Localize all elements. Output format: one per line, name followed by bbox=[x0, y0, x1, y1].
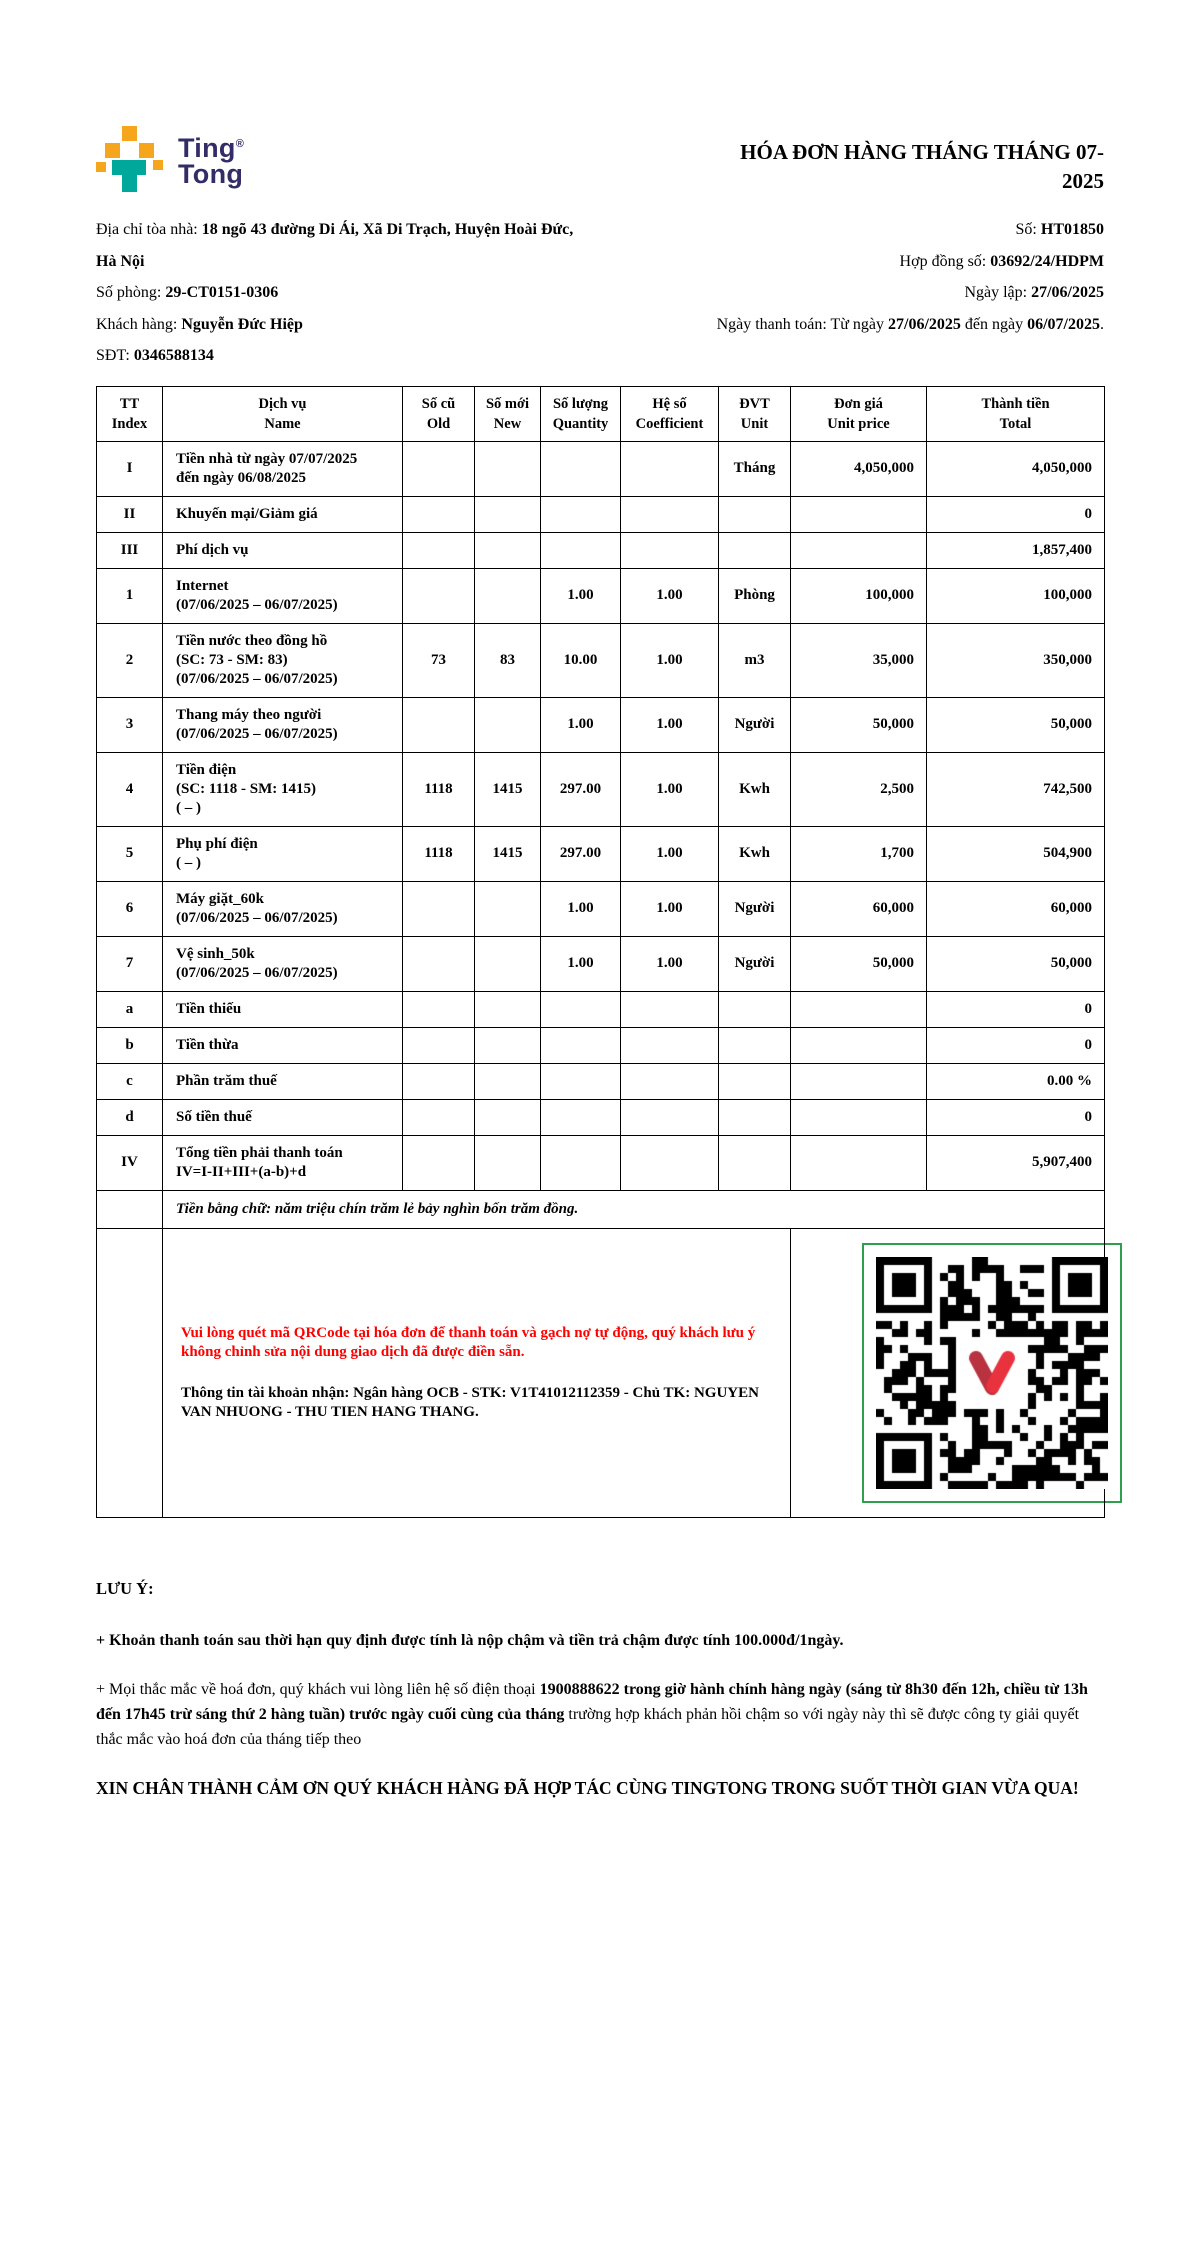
info-label: Ngày lập: bbox=[964, 284, 1032, 301]
table-row bbox=[97, 1099, 1105, 1135]
cell-new bbox=[475, 1027, 541, 1063]
table-row bbox=[97, 1027, 1105, 1063]
cell-new bbox=[475, 441, 541, 496]
cell-name bbox=[163, 936, 403, 991]
cell-index: 4 bbox=[97, 752, 163, 826]
cell-index: d bbox=[97, 1099, 163, 1135]
cell-coef bbox=[621, 1027, 719, 1063]
cell-old bbox=[403, 568, 475, 623]
service-name-line: ( – ) bbox=[176, 854, 201, 871]
cell-name bbox=[163, 623, 403, 697]
service-name-line: Tiền thiếu bbox=[176, 1000, 242, 1017]
info-value: 0346588134 bbox=[133, 347, 214, 364]
cell-price bbox=[791, 991, 927, 1027]
text-segment: NGUYEN VAN NHUONG - THU TIEN HANG THANG bbox=[181, 1384, 759, 1420]
cell-coef bbox=[621, 1099, 719, 1135]
info-value: 06/07/2025 bbox=[1027, 315, 1100, 333]
service-name-line: (07/06/2025 – 06/07/2025) bbox=[176, 909, 338, 926]
table-row bbox=[97, 1063, 1105, 1099]
header-label-vi: Dịch vụ bbox=[258, 395, 307, 412]
header-label-en: New bbox=[493, 415, 522, 432]
cell-price: 100,000 bbox=[791, 568, 927, 623]
qr-code bbox=[862, 1243, 1122, 1503]
header-label-en: Coefficient bbox=[635, 415, 704, 432]
hotline-note bbox=[96, 1677, 1104, 1752]
table-row bbox=[97, 441, 1105, 496]
service-name-line: (07/06/2025 – 06/07/2025) bbox=[176, 964, 338, 981]
cell-price bbox=[791, 1063, 927, 1099]
cell-new bbox=[475, 1099, 541, 1135]
cell-total: 50,000 bbox=[927, 936, 1105, 991]
cell-coef: 1.00 bbox=[621, 697, 719, 752]
text-segment: . bbox=[474, 1403, 479, 1420]
cell-coef: 1.00 bbox=[621, 568, 719, 623]
cell-name bbox=[163, 568, 403, 623]
service-name-line: Khuyến mại/Giảm giá bbox=[176, 505, 318, 522]
cell-old: 1118 bbox=[403, 752, 475, 826]
cell-price bbox=[791, 1099, 927, 1135]
cell-index: 5 bbox=[97, 826, 163, 881]
info-line bbox=[584, 309, 1104, 341]
cell-total: 350,000 bbox=[927, 623, 1105, 697]
info-line bbox=[96, 214, 584, 277]
cell-total: 5,907,400 bbox=[927, 1135, 1105, 1190]
cell-qty: 1.00 bbox=[541, 936, 621, 991]
header-label-vi: Số cũ bbox=[421, 395, 456, 412]
service-name-line: Tiền điện bbox=[176, 761, 237, 778]
brand-name-bottom: Tong bbox=[178, 159, 244, 189]
header-label-en: Total bbox=[999, 415, 1032, 432]
cell-unit: Người bbox=[719, 697, 791, 752]
brand-name-top: Ting bbox=[178, 133, 236, 163]
cell-old: 1118 bbox=[403, 826, 475, 881]
header-label-vi: Số lượng bbox=[552, 395, 608, 412]
cell-total: 742,500 bbox=[927, 752, 1105, 826]
amount-words-row bbox=[97, 1190, 1105, 1228]
header-label-vi: TT bbox=[119, 395, 140, 412]
cell-total: 4,050,000 bbox=[927, 441, 1105, 496]
cell-coef bbox=[621, 441, 719, 496]
header-label-vi: ĐVT bbox=[739, 395, 770, 412]
info-value: 18 ngõ 43 đường Di Ái, Xã Di Trạch, Huyện Hoài Đức, Hà Nội bbox=[96, 221, 574, 270]
cell-name bbox=[163, 1063, 403, 1099]
cell-name bbox=[163, 441, 403, 496]
qr-row bbox=[97, 1228, 1105, 1517]
cell-new: 1415 bbox=[475, 752, 541, 826]
cell-qty: 1.00 bbox=[541, 881, 621, 936]
info-line bbox=[96, 340, 584, 372]
cell-unit: Tháng bbox=[719, 441, 791, 496]
service-name-line: IV=I-II+III+(a-b)+d bbox=[176, 1163, 307, 1180]
service-name-line: (07/06/2025 – 06/07/2025) bbox=[176, 596, 338, 613]
cell-unit: Kwh bbox=[719, 826, 791, 881]
cell-new bbox=[475, 568, 541, 623]
table-row bbox=[97, 752, 1105, 826]
table-row bbox=[97, 568, 1105, 623]
cell-index: I bbox=[97, 441, 163, 496]
cell-new bbox=[475, 532, 541, 568]
cell-price bbox=[791, 496, 927, 532]
cell-unit: Người bbox=[719, 936, 791, 991]
table-header-row bbox=[97, 386, 1105, 441]
cell-coef bbox=[621, 991, 719, 1027]
invoice-footer bbox=[0, 1518, 1200, 1802]
cell-qty: 297.00 bbox=[541, 826, 621, 881]
service-name-line: đến ngày 06/08/2025 bbox=[176, 469, 307, 486]
cell-coef bbox=[621, 1063, 719, 1099]
cell-qty bbox=[541, 532, 621, 568]
info-value: 27/06/2025 bbox=[888, 315, 961, 333]
info-label: Số phòng: bbox=[96, 284, 166, 301]
cell-total: 0 bbox=[927, 496, 1105, 532]
amount-in-words bbox=[163, 1190, 1105, 1228]
service-name-line: (SC: 73 - SM: 83) bbox=[176, 651, 288, 668]
cell-qty bbox=[541, 991, 621, 1027]
cell-total: 1,857,400 bbox=[927, 532, 1105, 568]
header-label-en: Name bbox=[264, 415, 301, 432]
table-header-cell bbox=[791, 386, 927, 441]
thank-you-note: XIN CHÂN THÀNH CẢM ƠN QUÝ KHÁCH HÀNG ĐÃ HỢP TÁC CÙNG TINGTONG TRONG SUỐT THỜI GIAN VỪA QUA! bbox=[96, 1777, 1079, 1798]
brand-name bbox=[178, 131, 244, 187]
info-label: SĐT: bbox=[96, 347, 134, 364]
cell-index: 1 bbox=[97, 568, 163, 623]
cell-coef: 1.00 bbox=[621, 936, 719, 991]
info-line bbox=[96, 277, 584, 309]
cell-price: 60,000 bbox=[791, 881, 927, 936]
cell-new bbox=[475, 1135, 541, 1190]
cell-coef: 1.00 bbox=[621, 881, 719, 936]
service-name-line: (07/06/2025 – 06/07/2025) bbox=[176, 670, 338, 687]
table-header-cell bbox=[719, 386, 791, 441]
invoice-meta bbox=[584, 214, 1104, 372]
late-payment-note: + Khoản thanh toán sau thời hạn quy định được tính là nộp chậm và tiền trả chậm được tính 100.000đ/1ngày. bbox=[96, 1631, 844, 1649]
qr-code-cell bbox=[791, 1228, 1105, 1517]
cell-name bbox=[163, 991, 403, 1027]
logo-pixel bbox=[105, 143, 120, 158]
header-label-vi: Thành tiền bbox=[981, 395, 1050, 412]
info-line bbox=[584, 214, 1104, 246]
info-value: 29-CT0151-0306 bbox=[165, 284, 279, 301]
cell-index: 3 bbox=[97, 697, 163, 752]
cell-index: 2 bbox=[97, 623, 163, 697]
table-row bbox=[97, 881, 1105, 936]
cell-index bbox=[97, 1190, 163, 1228]
info-line bbox=[584, 246, 1104, 278]
cell-old bbox=[403, 1027, 475, 1063]
cell-new: 83 bbox=[475, 623, 541, 697]
cell-coef bbox=[621, 532, 719, 568]
cell-name bbox=[163, 496, 403, 532]
header-label-en: Index bbox=[111, 415, 148, 432]
service-name-line: Vệ sinh_50k bbox=[176, 945, 255, 962]
info-label: Địa chỉ tòa nhà: bbox=[96, 221, 202, 238]
invoice-title bbox=[740, 126, 1104, 196]
text-segment: V1T41012112359 bbox=[510, 1384, 621, 1401]
cell-qty bbox=[541, 1063, 621, 1099]
cell-qty bbox=[541, 496, 621, 532]
table-header-cell bbox=[541, 386, 621, 441]
cell-unit: Phòng bbox=[719, 568, 791, 623]
header-label-en: Quantity bbox=[552, 415, 609, 432]
amount-words-value: năm triệu chín trăm lẻ bảy nghìn bốn trăm đồng. bbox=[274, 1200, 579, 1217]
info-value: 03692/24/HDPM bbox=[990, 252, 1104, 270]
cell-unit bbox=[719, 1063, 791, 1099]
header-label-en: Old bbox=[426, 415, 451, 432]
service-name-line: Máy giặt_60k bbox=[176, 890, 264, 907]
cell-name bbox=[163, 1027, 403, 1063]
qr-code-image bbox=[876, 1257, 1108, 1489]
header-label-vi: Hệ số bbox=[652, 395, 687, 412]
cell-coef: 1.00 bbox=[621, 826, 719, 881]
cell-index: III bbox=[97, 532, 163, 568]
cell-unit bbox=[719, 532, 791, 568]
cell-price: 4,050,000 bbox=[791, 441, 927, 496]
cell-qty bbox=[541, 1099, 621, 1135]
cell-name bbox=[163, 532, 403, 568]
table-row bbox=[97, 623, 1105, 697]
cell-index: 7 bbox=[97, 936, 163, 991]
invoice-info bbox=[0, 196, 1200, 372]
logo-pixel bbox=[96, 162, 106, 172]
info-label: Ngày thanh toán: Từ ngày bbox=[716, 315, 889, 333]
info-label: Hợp đồng số: bbox=[899, 252, 991, 270]
notes-heading: LƯU Ý: bbox=[96, 1578, 154, 1598]
cell-name bbox=[163, 1099, 403, 1135]
cell-price: 50,000 bbox=[791, 936, 927, 991]
cell-qty: 1.00 bbox=[541, 697, 621, 752]
cell-name bbox=[163, 826, 403, 881]
table-row bbox=[97, 697, 1105, 752]
cell-total: 0 bbox=[927, 991, 1105, 1027]
cell-index: b bbox=[97, 1027, 163, 1063]
qr-payment-notice: Vui lòng quét mã QRCode tại hóa đơn để thanh toán và gạch nợ tự động, quý khách lưu ý không chỉnh sửa nội dung giao dịch đã được điền sẵn. bbox=[181, 1324, 756, 1360]
service-name-line: Tiền thừa bbox=[176, 1036, 239, 1053]
logo-pixel bbox=[122, 175, 137, 192]
header-label-en: Unit price bbox=[827, 415, 890, 432]
cell-unit bbox=[719, 1099, 791, 1135]
cell-total: 60,000 bbox=[927, 881, 1105, 936]
cell-index bbox=[97, 1228, 163, 1517]
cell-price bbox=[791, 532, 927, 568]
service-name-line: Tiền nhà từ ngày 07/07/2025 bbox=[176, 450, 358, 467]
cell-old bbox=[403, 991, 475, 1027]
cell-new bbox=[475, 881, 541, 936]
cell-old bbox=[403, 1135, 475, 1190]
cell-index: 6 bbox=[97, 881, 163, 936]
service-name-line: ( – ) bbox=[176, 799, 201, 816]
service-name-line: Thang máy theo người bbox=[176, 706, 322, 723]
service-name-line: Số tiền thuế bbox=[176, 1108, 252, 1125]
info-suffix: . bbox=[1100, 315, 1104, 333]
table-row bbox=[97, 532, 1105, 568]
info-line bbox=[96, 309, 584, 341]
cell-unit: m3 bbox=[719, 623, 791, 697]
logo-pixel bbox=[139, 143, 154, 158]
tingtong-pixel-arrow-icon bbox=[96, 126, 164, 192]
cell-new bbox=[475, 991, 541, 1027]
cell-index: IV bbox=[97, 1135, 163, 1190]
cell-new: 1415 bbox=[475, 826, 541, 881]
cell-unit bbox=[719, 496, 791, 532]
registered-mark: ® bbox=[235, 138, 245, 150]
cell-total: 0.00 % bbox=[927, 1063, 1105, 1099]
cell-name bbox=[163, 1135, 403, 1190]
table-header-cell bbox=[97, 386, 163, 441]
cell-index: a bbox=[97, 991, 163, 1027]
cell-total: 100,000 bbox=[927, 568, 1105, 623]
cell-name bbox=[163, 752, 403, 826]
cell-qty: 1.00 bbox=[541, 568, 621, 623]
service-name-line: Tiền nước theo đồng hồ bbox=[176, 632, 328, 649]
text-segment: Thông tin tài khoản nhận: Ngân hàng OCB - STK: bbox=[181, 1384, 511, 1401]
cell-qty: 297.00 bbox=[541, 752, 621, 826]
table-row bbox=[97, 1135, 1105, 1190]
cell-index: II bbox=[97, 496, 163, 532]
service-name-line: Internet bbox=[176, 577, 229, 594]
cell-new bbox=[475, 697, 541, 752]
cell-qty: 10.00 bbox=[541, 623, 621, 697]
service-name-line: Tổng tiền phải thanh toán bbox=[176, 1144, 343, 1161]
info-line bbox=[584, 277, 1104, 309]
cell-qty bbox=[541, 1027, 621, 1063]
cell-old bbox=[403, 697, 475, 752]
cell-unit: Kwh bbox=[719, 752, 791, 826]
cell-price: 1,700 bbox=[791, 826, 927, 881]
table-header-cell bbox=[163, 386, 403, 441]
table-header-cell bbox=[927, 386, 1105, 441]
header-label-vi: Số mới bbox=[485, 395, 530, 412]
table-header-cell bbox=[403, 386, 475, 441]
info-value: Nguyễn Đức Hiệp bbox=[181, 315, 303, 333]
table-row bbox=[97, 936, 1105, 991]
cell-unit bbox=[719, 1027, 791, 1063]
cell-old bbox=[403, 496, 475, 532]
table-row bbox=[97, 496, 1105, 532]
cell-name bbox=[163, 697, 403, 752]
service-name-line: (07/06/2025 – 06/07/2025) bbox=[176, 725, 338, 742]
cell-new bbox=[475, 936, 541, 991]
cell-old: 73 bbox=[403, 623, 475, 697]
service-name-line: Phần trăm thuế bbox=[176, 1072, 277, 1089]
info-label: Số: bbox=[1015, 221, 1041, 238]
service-name-line: (SC: 1118 - SM: 1415) bbox=[176, 780, 316, 797]
cell-unit bbox=[719, 991, 791, 1027]
cell-index: c bbox=[97, 1063, 163, 1099]
table-row bbox=[97, 826, 1105, 881]
invoice-header bbox=[0, 0, 1200, 196]
tingtong-logo bbox=[96, 126, 244, 192]
cell-coef: 1.00 bbox=[621, 752, 719, 826]
cell-old bbox=[403, 936, 475, 991]
customer-info bbox=[96, 214, 584, 372]
invoice-title-line2: 2025 bbox=[1062, 169, 1104, 193]
service-name-line: Phụ phí điện bbox=[176, 835, 258, 852]
cell-price: 35,000 bbox=[791, 623, 927, 697]
header-label-en: Unit bbox=[740, 415, 769, 432]
cell-old bbox=[403, 1099, 475, 1135]
cell-old bbox=[403, 881, 475, 936]
table-header-cell bbox=[475, 386, 541, 441]
cell-coef bbox=[621, 496, 719, 532]
logo-pixel bbox=[122, 126, 137, 141]
cell-total: 504,900 bbox=[927, 826, 1105, 881]
cell-price: 2,500 bbox=[791, 752, 927, 826]
table-header-cell bbox=[621, 386, 719, 441]
info-value: 27/06/2025 bbox=[1031, 284, 1104, 301]
cell-old bbox=[403, 441, 475, 496]
qr-instructions bbox=[163, 1228, 791, 1517]
text-segment: + Mọi thắc mắc về hoá đơn, quý khách vui lòng liên hệ số điện thoại bbox=[96, 1680, 540, 1698]
cell-old bbox=[403, 532, 475, 568]
invoice-table bbox=[96, 386, 1105, 1518]
invoice-title-line1: HÓA ĐƠN HÀNG THÁNG THÁNG 07- bbox=[740, 140, 1104, 164]
amount-words-label: Tiền bằng chữ: bbox=[176, 1200, 275, 1217]
cell-unit: Người bbox=[719, 881, 791, 936]
header-label-vi: Đơn giá bbox=[834, 395, 883, 412]
table-row bbox=[97, 991, 1105, 1027]
qr-account-info bbox=[181, 1384, 772, 1422]
cell-qty bbox=[541, 1135, 621, 1190]
text-segment: 1900888622 trong giờ hành chính hàng ngày (sáng từ 8h30 đến 12h, chiều từ 13h đến 17h45 trừ sáng thứ 2 hàng tuần) bbox=[96, 1680, 1088, 1723]
logo-pixel bbox=[112, 160, 146, 175]
cell-qty bbox=[541, 441, 621, 496]
cell-old bbox=[403, 1063, 475, 1099]
logo-pixel bbox=[153, 160, 163, 170]
info-label: đến ngày bbox=[960, 315, 1028, 333]
cell-price: 50,000 bbox=[791, 697, 927, 752]
cell-total: 0 bbox=[927, 1099, 1105, 1135]
cell-price bbox=[791, 1027, 927, 1063]
text-segment: trường hợp khách phản hồi chậm so với ngày này thì sẽ được công ty giải quyết thắc mắc vào hoá đơn của tháng tiếp theo bbox=[96, 1705, 1080, 1748]
service-name-line: Phí dịch vụ bbox=[176, 541, 249, 558]
text-segment: trước ngày cuối cùng của tháng bbox=[349, 1705, 565, 1723]
cell-total: 50,000 bbox=[927, 697, 1105, 752]
info-value: HT01850 bbox=[1040, 221, 1104, 238]
cell-total: 0 bbox=[927, 1027, 1105, 1063]
cell-name bbox=[163, 881, 403, 936]
cell-coef bbox=[621, 1135, 719, 1190]
cell-unit bbox=[719, 1135, 791, 1190]
cell-new bbox=[475, 1063, 541, 1099]
cell-new bbox=[475, 496, 541, 532]
info-label: Khách hàng: bbox=[96, 315, 182, 333]
cell-coef: 1.00 bbox=[621, 623, 719, 697]
cell-price bbox=[791, 1135, 927, 1190]
text-segment: - Chủ TK: bbox=[620, 1384, 694, 1401]
